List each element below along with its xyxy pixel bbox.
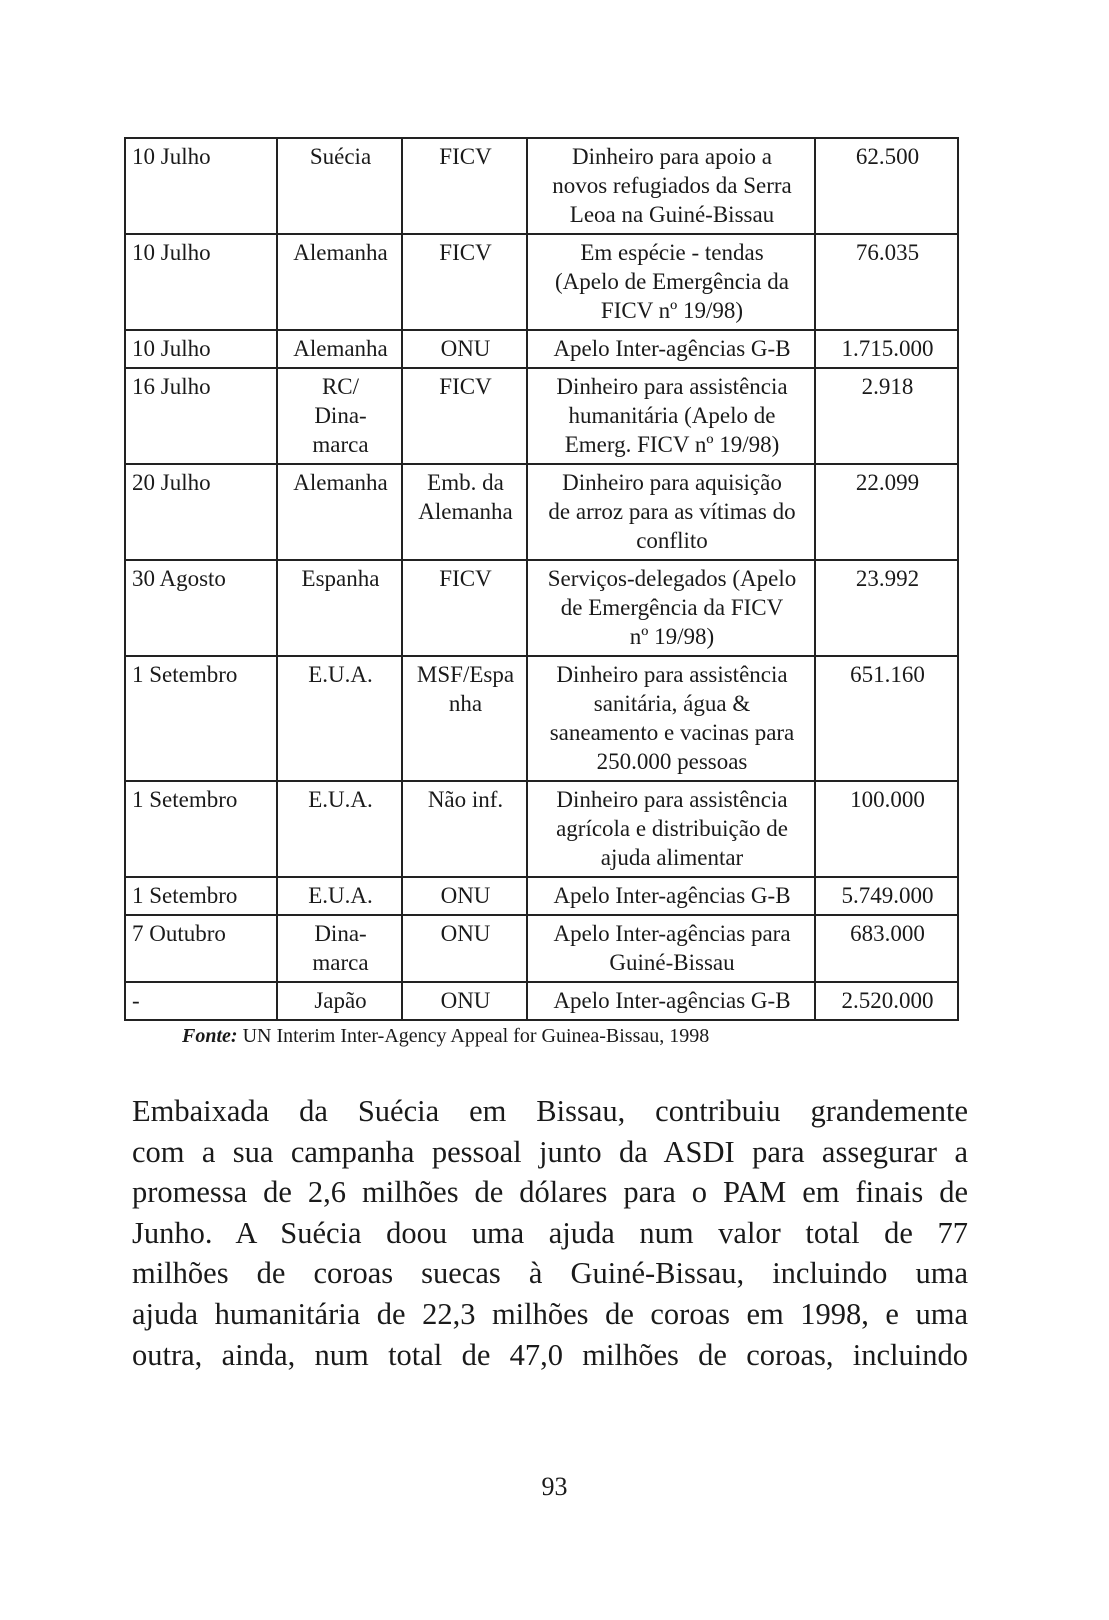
cell-description: Em espécie - tendas (Apelo de Emergência da FICV nº 19/98) <box>527 234 815 330</box>
table-row <box>125 138 958 234</box>
cell-recipient: Emb. da Alemanha <box>402 464 527 560</box>
body-line: ajuda humanitária de 22,3 milhões de coroas em 1998, e uma <box>132 1296 968 1331</box>
cell-recipient: ONU <box>402 330 527 368</box>
cell-date: 1 Setembro <box>125 656 277 781</box>
cell-description: Dinheiro para aquisição de arroz para as vítimas do conflito <box>527 464 815 560</box>
cell-date: 10 Julho <box>125 234 277 330</box>
cell-recipient: FICV <box>402 138 527 234</box>
page-number: 93 <box>541 1472 568 1501</box>
cell-amount: 683.000 <box>815 915 958 982</box>
cell-description: Serviços-delegados (Apelo de Emergência da FICV nº 19/98) <box>527 560 815 656</box>
cell-description: Dinheiro para assistência agrícola e distribuição de ajuda alimentar <box>527 781 815 877</box>
body-line: Junho. A Suécia doou uma ajuda num valor total de 77 <box>132 1215 968 1250</box>
cell-donor: Japão <box>277 982 402 1020</box>
table-row <box>125 560 958 656</box>
cell-date: 20 Julho <box>125 464 277 560</box>
source-text: UN Interim Inter-Agency Appeal for Guinea-Bissau, 1998 <box>237 1025 710 1047</box>
cell-date: 7 Outubro <box>125 915 277 982</box>
cell-recipient: ONU <box>402 877 527 915</box>
cell-date: 16 Julho <box>125 368 277 464</box>
table-row <box>125 330 958 368</box>
body-line: milhões de coroas suecas à Guiné-Bissau, incluindo uma <box>132 1256 968 1291</box>
page-content <box>0 137 1109 1375</box>
cell-donor: Alemanha <box>277 330 402 368</box>
cell-amount: 2.520.000 <box>815 982 958 1020</box>
cell-description: Apelo Inter-agências para Guiné-Bissau <box>527 915 815 982</box>
table-row <box>125 877 958 915</box>
cell-donor: Dina- marca <box>277 915 402 982</box>
cell-recipient: ONU <box>402 982 527 1020</box>
cell-donor: Alemanha <box>277 234 402 330</box>
cell-date: 10 Julho <box>125 330 277 368</box>
cell-amount: 23.992 <box>815 560 958 656</box>
cell-date: 1 Setembro <box>125 781 277 877</box>
cell-amount: 100.000 <box>815 781 958 877</box>
cell-date: - <box>125 982 277 1020</box>
cell-donor: Espanha <box>277 560 402 656</box>
cell-donor: Suécia <box>277 138 402 234</box>
cell-recipient: ONU <box>402 915 527 982</box>
table-row <box>125 464 958 560</box>
body-paragraph <box>132 1091 968 1375</box>
cell-donor: Alemanha <box>277 464 402 560</box>
cell-recipient: FICV <box>402 234 527 330</box>
table-row <box>125 982 958 1020</box>
table-row <box>125 234 958 330</box>
cell-amount: 22.099 <box>815 464 958 560</box>
cell-donor: E.U.A. <box>277 877 402 915</box>
cell-description: Apelo Inter-agências G-B <box>527 877 815 915</box>
cell-amount: 2.918 <box>815 368 958 464</box>
cell-date: 1 Setembro <box>125 877 277 915</box>
cell-amount: 76.035 <box>815 234 958 330</box>
cell-recipient: MSF/Espa nha <box>402 656 527 781</box>
donations-table <box>124 137 959 1021</box>
body-line: outra, ainda, num total de 47,0 milhões de coroas, incluindo <box>132 1337 968 1372</box>
cell-recipient: FICV <box>402 560 527 656</box>
cell-recipient: FICV <box>402 368 527 464</box>
table-source-note <box>182 1023 1109 1049</box>
cell-amount: 62.500 <box>815 138 958 234</box>
cell-donor: E.U.A. <box>277 781 402 877</box>
cell-description: Apelo Inter-agências G-B <box>527 982 815 1020</box>
body-line: promessa de 2,6 milhões de dólares para o PAM em finais de <box>132 1175 968 1210</box>
cell-description: Dinheiro para apoio a novos refugiados da Serra Leoa na Guiné-Bissau <box>527 138 815 234</box>
cell-amount: 5.749.000 <box>815 877 958 915</box>
cell-amount: 651.160 <box>815 656 958 781</box>
cell-amount: 1.715.000 <box>815 330 958 368</box>
cell-date: 10 Julho <box>125 138 277 234</box>
table-row <box>125 368 958 464</box>
cell-description: Apelo Inter-agências G-B <box>527 330 815 368</box>
cell-date: 30 Agosto <box>125 560 277 656</box>
body-line: Embaixada da Suécia em Bissau, contribuiu grandemente <box>132 1094 968 1128</box>
table-row <box>125 915 958 982</box>
source-label: Fonte: <box>182 1025 238 1047</box>
cell-donor: E.U.A. <box>277 656 402 781</box>
cell-description: Dinheiro para assistência humanitária (Apelo de Emerg. FICV nº 19/98) <box>527 368 815 464</box>
table-row <box>125 781 958 877</box>
cell-recipient: Não inf. <box>402 781 527 877</box>
table-row <box>125 656 958 781</box>
body-line: com a sua campanha pessoal junto da ASDI para assegurar a <box>132 1134 968 1169</box>
cell-donor: RC/ Dina- marca <box>277 368 402 464</box>
cell-description: Dinheiro para assistência sanitária, água & saneamento e vacinas para 250.000 pessoas <box>527 656 815 781</box>
